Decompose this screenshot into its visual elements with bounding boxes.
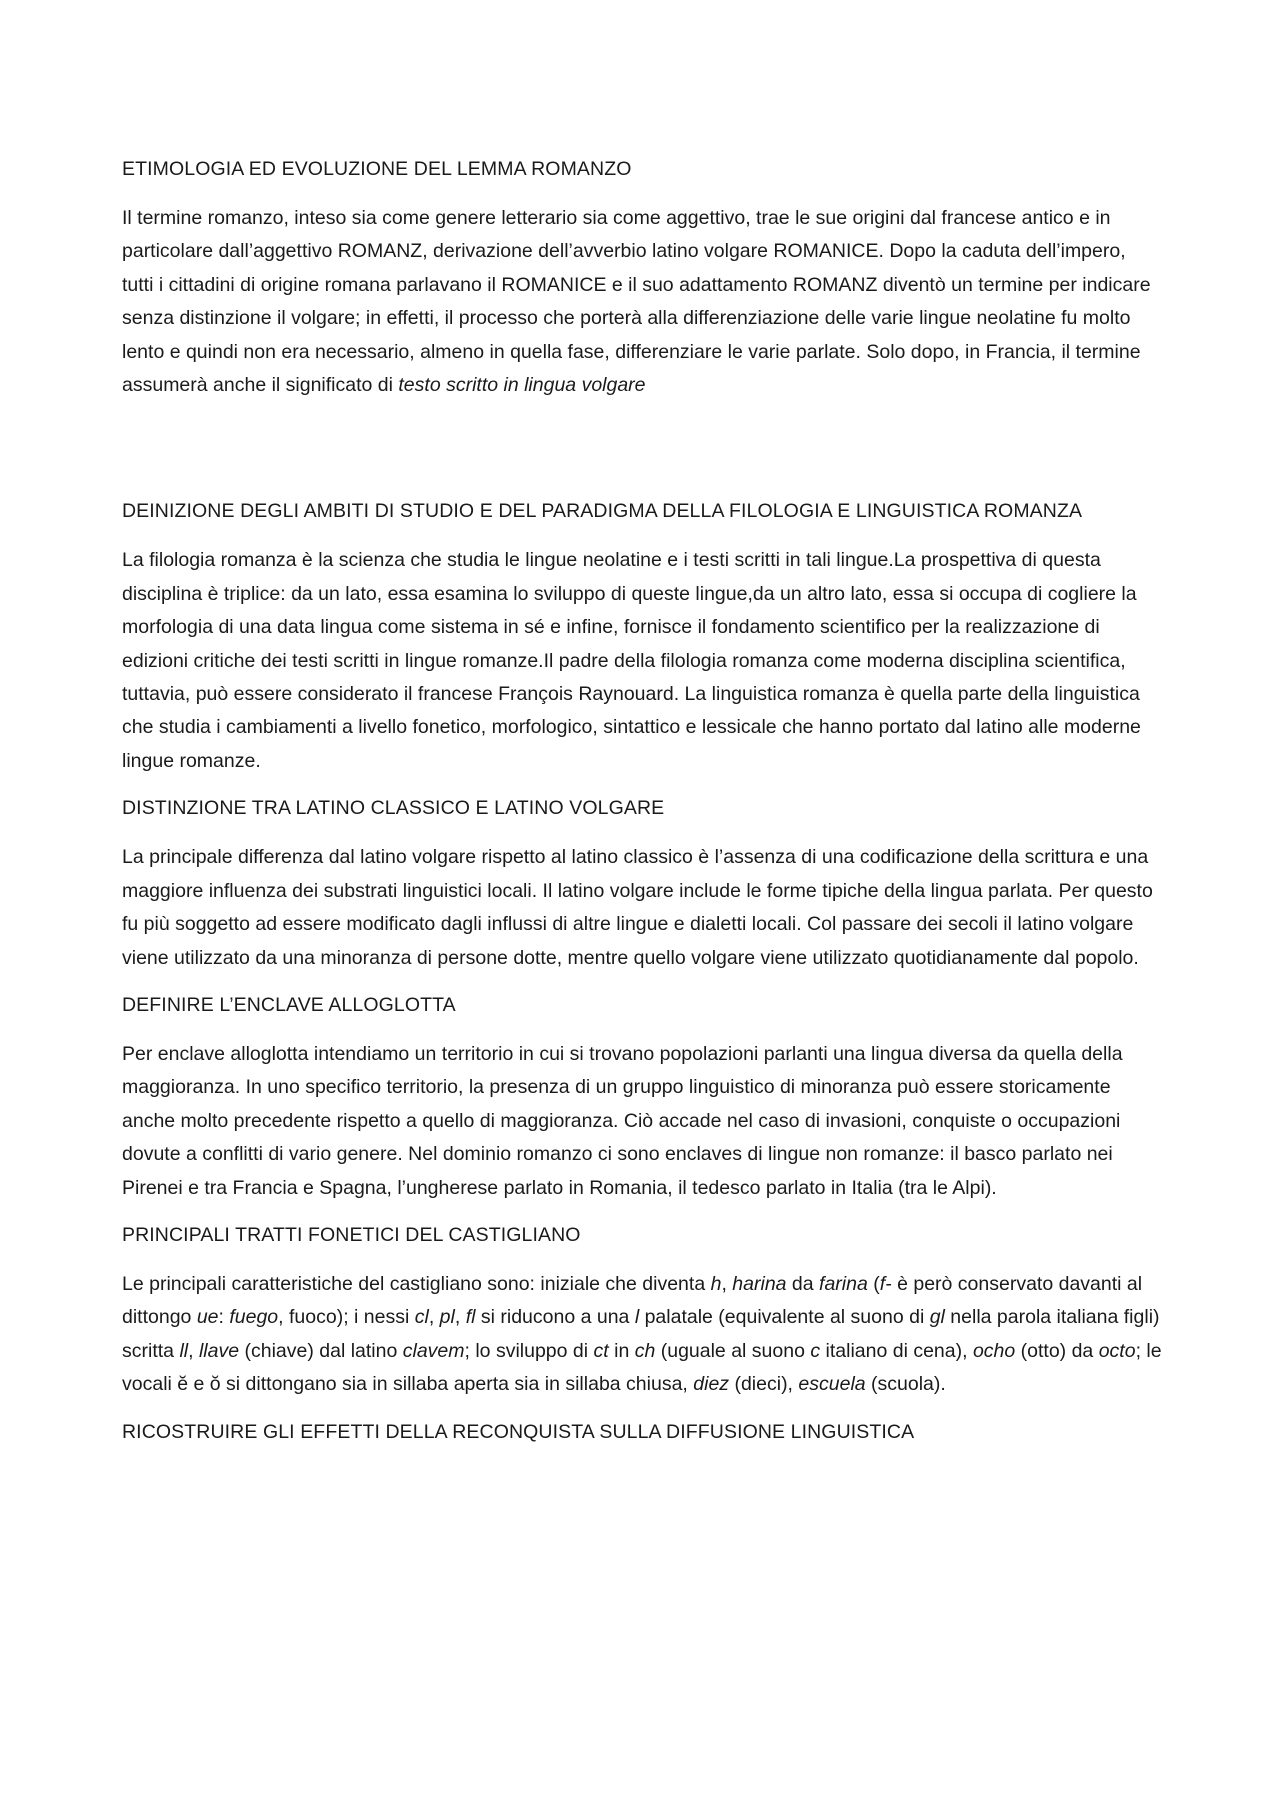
italic-term: ocho: [972, 1339, 1016, 1362]
italic-term: c: [810, 1339, 821, 1362]
paragraph-distinzione: La principale differenza dal latino volgare rispetto al latino classico è l’assenza di una codificazione della scrittura e una maggiore influenza dei substrati linguistici locali. Il latino volgare include le forme tipiche della lingua parlata. Per questo fu più soggetto ad essere modificato dagli influssi di altre lingue e dialetti locali. Col passare dei secoli il latino volgare viene utilizzato da una minoranza di persone dotte, mentre quello volgare viene utilizzato quotidianamente dal popolo.: [122, 846, 1153, 969]
paragraph-text: ; le vocali ĕ e ŏ si dittongano sia in sillaba aperta sia in sillaba chiusa,: [122, 1339, 1162, 1396]
italic-term: cl: [414, 1306, 429, 1329]
paragraph-text: ,: [721, 1272, 733, 1295]
paragraph-text: nella parola italiana figli) scritta: [122, 1306, 1160, 1362]
italic-term: escuela: [798, 1373, 866, 1396]
paragraph-text: (: [867, 1272, 880, 1295]
paragraph-text: (otto) da: [1015, 1339, 1099, 1362]
paragraph-castigliano: [122, 1268, 1162, 1402]
italic-term: ch: [634, 1339, 656, 1362]
italic-term: harina: [732, 1272, 787, 1295]
heading-castigliano: PRINCIPALI TRATTI FONETICI DEL CASTIGLIANO: [122, 1223, 581, 1246]
paragraph-text: ,: [454, 1306, 466, 1329]
italic-term: ue: [196, 1306, 219, 1329]
italic-term: diez: [693, 1373, 730, 1396]
paragraph-text: italiano di cena),: [820, 1339, 973, 1362]
paragraph-text: ,: [428, 1306, 440, 1329]
italic-term: ll: [179, 1339, 189, 1362]
paragraph-text: ; lo sviluppo di: [464, 1339, 594, 1362]
italic-term: clavem: [402, 1339, 465, 1362]
italic-term: f-: [879, 1272, 892, 1295]
paragraph-text: Il termine romanzo, inteso sia come genere letterario sia come aggettivo, trae le sue origini dal francese antico e in particolare dall’aggettivo ROMANZ, derivazione dell’avverbio latino volgare ROMANICE. Dopo la caduta dell’impero, tutti i cittadini di origine romana parlavano il ROMANICE e il suo adattamento ROMANZ diventò un termine per indicare senza distinzione il volgare; in effetti, il processo che porterà alla differenziazione delle varie lingue neolatine fu molto lento e quindi non era necessario, almeno in quella fase, differenziare le varie parlate. Solo dopo, in Francia, il termine assumerà anche il significato di: [122, 207, 1151, 397]
paragraph-text: palatale (equivalente al suono di: [639, 1306, 930, 1329]
paragraph-text: in: [608, 1339, 635, 1362]
italic-term: ct: [593, 1339, 609, 1362]
heading-enclave: DEFINIRE L’ENCLAVE ALLOGLOTTA: [122, 993, 456, 1016]
italic-term: farina: [819, 1272, 868, 1295]
heading-reconquista: RICOSTRUIRE GLI EFFETTI DELLA RECONQUISTA SULLA DIFFUSIONE LINGUISTICA: [122, 1420, 915, 1443]
italic-term: pl: [439, 1306, 455, 1329]
paragraph-definizione: La filologia romanza è la scienza che studia le lingue neolatine e i testi scritti in tali lingue.La prospettiva di questa disciplina è triplice: da un lato, essa esamina lo sviluppo di queste lingue,da un altro lato, essa si occupa di cogliere la morfologia di una data lingua come sistema in sé e infine, fornisce il fondamento scientifico per la realizzazione di edizioni critiche dei testi scritti in lingue romanze.Il padre della filologia romanza come moderna disciplina scientifica, tuttavia, può essere considerato il francese François Raynouard. La linguistica romanza è quella parte della linguistica che studia i cambiamenti a livello fonetico, morfologico, sintattico e lessicale che hanno portato dal latino alle moderne lingue romanze.: [122, 549, 1141, 772]
italic-phrase: testo scritto in lingua volgare: [398, 374, 646, 397]
paragraph-text: , fuoco); i nessi: [278, 1306, 415, 1329]
heading-etimologia: ETIMOLOGIA ED EVOLUZIONE DEL LEMMA ROMANZO: [122, 158, 632, 180]
paragraph-text: (dieci),: [729, 1373, 799, 1396]
paragraph-text: si riducono a una: [475, 1306, 635, 1329]
italic-term: l: [634, 1306, 640, 1329]
paragraph-text: Le principali caratteristiche del castigliano sono: iniziale che diventa: [122, 1272, 711, 1295]
paragraph-text: (uguale al suono: [655, 1339, 811, 1362]
italic-term: fl: [465, 1306, 476, 1329]
italic-term: h: [710, 1272, 722, 1295]
italic-term: fuego: [229, 1306, 279, 1329]
italic-term: llave: [198, 1339, 240, 1362]
paragraph-enclave: Per enclave alloglotta intendiamo un territorio in cui si trovano popolazioni parlanti una lingua diversa da quella della maggioranza. In uno specifico territorio, la presenza di un gruppo linguistico di minoranza può essere storicamente anche molto precedente rispetto a quello di maggioranza. Ciò accade nel caso di invasioni, conquiste o occupazioni dovute a conflitti di vario genere. Nel dominio romanzo ci sono enclaves di lingue non romanze: il basco parlato nei Pirenei e tra Francia e Spagna, l’ungherese parlato in Romania, il tedesco parlato in Italia (tra le Alpi).: [122, 1042, 1123, 1199]
paragraph-text: ,: [188, 1339, 199, 1362]
italic-term: gl: [929, 1306, 945, 1329]
italic-term: octo: [1098, 1339, 1136, 1362]
paragraph-text: :: [218, 1306, 230, 1329]
paragraph-text: (chiave) dal latino: [239, 1339, 403, 1362]
heading-definizione: DEINIZIONE DEGLI AMBITI DI STUDIO E DEL PARADIGMA DELLA FILOLOGIA E LINGUISTICA ROMANZA: [122, 500, 1083, 523]
paragraph-text: è però conservato davanti al dittongo: [122, 1272, 1143, 1329]
heading-distinzione: DISTINZIONE TRA LATINO CLASSICO E LATINO VOLGARE: [122, 797, 665, 820]
paragraph-text: da: [786, 1272, 820, 1295]
paragraph-text: (scuola).: [865, 1373, 946, 1396]
paragraph-etimologia: [122, 202, 1162, 402]
